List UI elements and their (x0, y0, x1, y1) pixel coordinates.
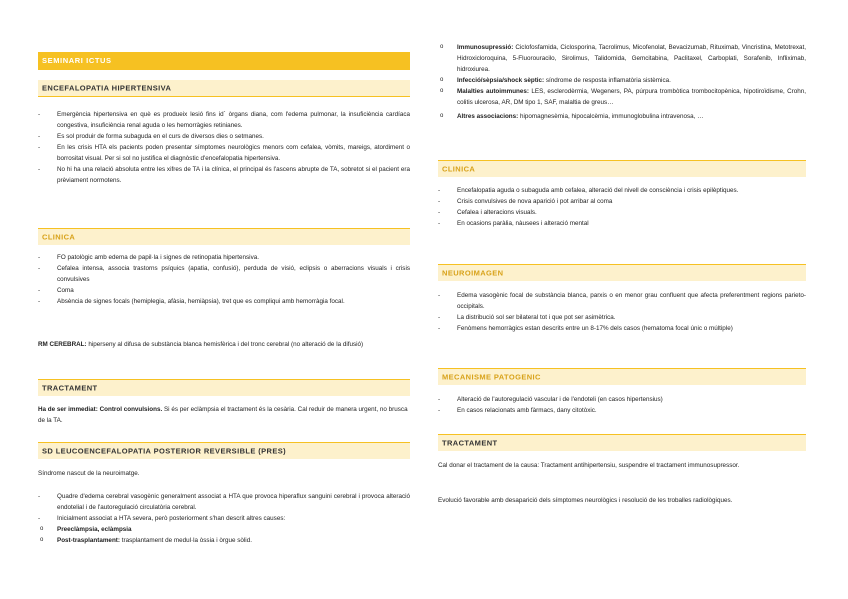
list-item: - Inicialment associat a HTA severa, però posteriorment s'han descrit altres causes: (38, 513, 410, 524)
list-item: - Crisis convulsives de nova aparició i pot arribar al coma (438, 196, 806, 207)
list-item: - En casos relacionats amb fàrmacs, dany citotòxic. (438, 405, 806, 416)
list-item: - Emergència hipertensiva en què es produeix lesió fins id´ òrgans diana, com l'edema pulmonar, la insuficiència cardíaca congestiva, insuficiència renal aguda o les hemorràgies retinianes. (38, 109, 410, 131)
list-item: - Coma (38, 285, 410, 296)
list-item: - Es sol produir de forma subaguda en el curs de diversos dies o setmanes. (38, 131, 410, 142)
tractament-paragraph-right-1: Cal donar el tractament de la causa: Tractament antihipertensiu, suspendre el tractament immunosupressor. (438, 462, 740, 469)
list-clinica-right (438, 185, 806, 229)
list-clinica-left (38, 252, 410, 307)
list-item: - No hi ha una relació absoluta entre les xifres de TA i la clínica, el principal és l'ascens abrupte de TA, sobretot si el pacient era prèviament normotens. (38, 164, 410, 186)
list-item: - Encefalopatia aguda o subaguda amb cefalea, alteració del nivell de consciència i crisis epilèptiques. (438, 185, 806, 196)
list-item: - La distribució sol ser bilateral tot i que pot ser asimètrica. (438, 312, 806, 323)
section-heading-neuroimagen: NEUROIMAGEN (438, 264, 806, 281)
list-item: - Alteració de l'autoregulació vascular i de l'endoteli (en casos hipertensius) (438, 394, 806, 405)
list-item: - Cefalea intensa, associa trastorns psíquics (apatia, confusió), perduda de visió, eclipsis o aberracions visuals i crisis convulsives (38, 263, 410, 285)
sub-list-item: o Immunosupressió: Ciclofosfamida, Ciclosporina, Tacrolimus, Micofenolat, Bevacizumab, Rituximab, Vincristina, Metotrexat, Hidroxicloroquina, 5-Fluorouracilo, Sirolimus, Talidomida, Gemcitabina, Paclitaxel, Carboplati, Sorafenib, Infliximab, hidroxiurea. (438, 42, 806, 75)
list-causes (438, 42, 806, 122)
tractament-paragraph-right-2: Evolució favorable amb desaparició dels símptomes neurològics i resolució de les troballes radiològiques. (438, 497, 733, 504)
pres-intro: Síndrome nascut de la neuroimatge. (38, 470, 140, 477)
section-heading-mecanisme: MECANISME PATOGENIC (438, 368, 806, 385)
list-item: - En les crisis HTA els pacients poden presentar símptomes neurològics menors com cefalea, vòmits, mareigs, atordiment o borrositat visual. Per si sol no justifica el diagnòstic d'encefalopatia hipertensiva. (38, 142, 410, 164)
sub-list-item: o Post-trasplantament: trasplantament de medul·la òssia i òrgue sòlid. (38, 535, 410, 546)
list-mecanisme (438, 394, 806, 416)
tractament-paragraph-left: Ha de ser immediat: Control convulsions. Si és per eclàmpsia el tractament és la cesària. Cal reduir de manera urgent, no brusca de la TA. (38, 406, 408, 424)
list-pres (38, 491, 410, 546)
rm-cerebral-paragraph: RM CEREBRAL: hiperseny al difusa de substància blanca hemisfèrica i del tronc cerebral (no alteració de la difusió) (38, 341, 364, 348)
sub-list-item: o Preeclàmpsia, eclàmpsia (38, 524, 410, 535)
section-heading-clinica-right: CLINICA (438, 160, 806, 177)
section-heading-clinica-left: CLINICA (38, 228, 410, 245)
list-item: - FO patològic amb edema de papil·la i signes de retinopatia hipertensiva. (38, 252, 410, 263)
document-title: SEMINARI ICTUS (38, 52, 410, 70)
section-heading-pres: SD LEUCOENCEFALOPATIA POSTERIOR REVERSIBLE (PRES) (38, 442, 410, 459)
list-item: - Absència de signes focals (hemiplegia, afàsia, hemiàpsia), tret que es compliqui amb hemorràgia focal. (38, 296, 410, 307)
section-heading-tractament-right: TRACTAMENT (438, 434, 806, 451)
list-neuroimagen (438, 290, 806, 334)
list-item: - Edema vasogènic focal de substància blanca, parxis o en menor grau confluent que afecta preferentment regions parieto-occipitals. (438, 290, 806, 312)
section-heading-encefalopatia: ENCEFALOPATIA HIPERTENSIVA (38, 80, 410, 97)
sub-list-item: o Malalties autoimmunes: LES, esclerodèrmia, Wegeners, PA, púrpura trombòtica trombocitopènica, hipotiroïdisme, Crohn, colitis ulcerosa, AR, DM tipo 1, SAF, malaltia de greus… (438, 86, 806, 108)
list-encefalopatia (38, 109, 410, 186)
sub-list-item: o Infecció/sèpsia/shock sèptic: síndrome de resposta inflamatòria sistèmica. (438, 75, 806, 86)
list-item: - Fenòmens hemorràgics estan descrits entre un 8-17% dels casos (hematoma focal únic o múltiple) (438, 323, 806, 334)
section-heading-tractament-left: TRACTAMENT (38, 379, 410, 396)
sub-list-item: o Altres associacions: hipomagnesèmia, hipocalcèmia, immunoglobulina intravenosa, … (438, 111, 806, 122)
list-item: - En ocasions paràlia, nàusees i alteració mental (438, 218, 806, 229)
list-item: - Quadre d'edema cerebral vasogènic generalment associat a HTA que provoca hiperaflux sanguini cerebral i provoca alteració endotelial i de l'autoregulació circulatòria cerebral. (38, 491, 410, 513)
list-item: - Cefalea i alteracions visuals. (438, 207, 806, 218)
